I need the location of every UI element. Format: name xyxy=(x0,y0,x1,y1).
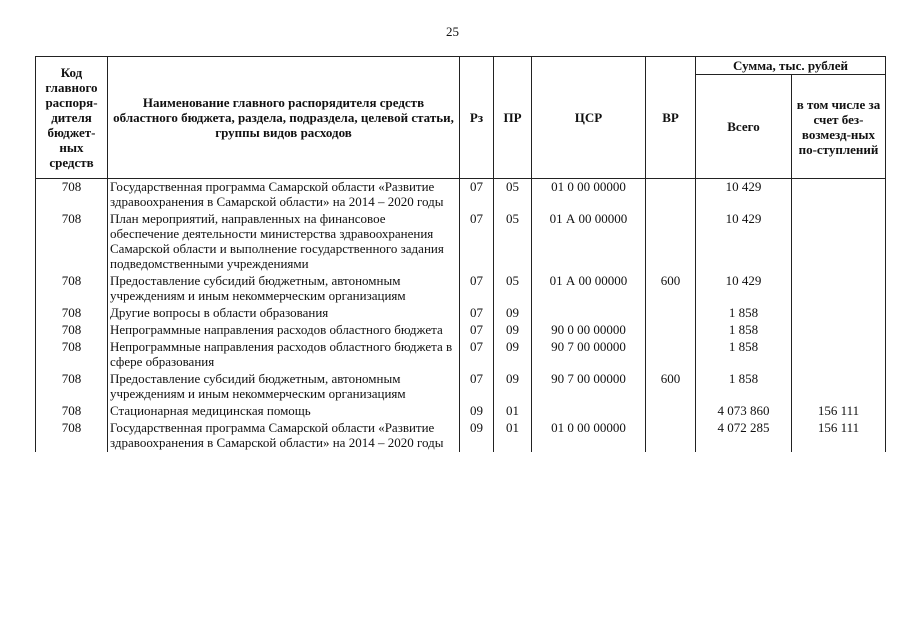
cell-code: 708 xyxy=(36,339,108,371)
header-code: Код главного распоря-дителя бюджет-ных средств xyxy=(36,57,108,179)
cell-csr: 01 0 00 00000 xyxy=(532,420,646,452)
table-row xyxy=(36,420,886,452)
cell-csr: 01 А 00 00000 xyxy=(532,211,646,273)
cell-total: 1 858 xyxy=(696,322,792,339)
cell-vr xyxy=(646,305,696,322)
cell-name: Непрограммные направления расходов областного бюджета xyxy=(108,322,460,339)
cell-total: 10 429 xyxy=(696,211,792,273)
cell-name: План мероприятий, направленных на финансовое обеспечение деятельности министерства здравоохранения Самарской области и выполнение государственного задания подведомственными учреждениями xyxy=(108,211,460,273)
cell-vr xyxy=(646,403,696,420)
cell-pr: 01 xyxy=(494,403,532,420)
cell-grants xyxy=(792,273,886,305)
header-sum-group: Сумма, тыс. рублей xyxy=(696,57,886,75)
header-grants: в том числе за счет без-возмезд-ных по-ступлений xyxy=(792,75,886,179)
cell-pr: 05 xyxy=(494,273,532,305)
cell-pr: 09 xyxy=(494,339,532,371)
cell-pr: 09 xyxy=(494,371,532,403)
cell-name: Непрограммные направления расходов областного бюджета в сфере образования xyxy=(108,339,460,371)
cell-csr xyxy=(532,403,646,420)
table-row xyxy=(36,371,886,403)
cell-rz: 07 xyxy=(460,371,494,403)
cell-total: 1 858 xyxy=(696,371,792,403)
cell-pr: 09 xyxy=(494,305,532,322)
table-row xyxy=(36,179,886,212)
cell-csr: 90 0 00 00000 xyxy=(532,322,646,339)
cell-grants: 156 111 xyxy=(792,420,886,452)
cell-rz: 07 xyxy=(460,339,494,371)
header-name: Наименование главного распорядителя средств областного бюджета, раздела, подраздела, целевой статьи, группы видов расходов xyxy=(108,57,460,179)
table-row xyxy=(36,211,886,273)
cell-rz: 07 xyxy=(460,305,494,322)
cell-vr: 600 xyxy=(646,371,696,403)
cell-code: 708 xyxy=(36,403,108,420)
cell-csr: 90 7 00 00000 xyxy=(532,339,646,371)
budget-table xyxy=(35,56,886,452)
cell-rz: 07 xyxy=(460,211,494,273)
cell-code: 708 xyxy=(36,420,108,452)
cell-vr xyxy=(646,322,696,339)
cell-csr: 01 А 00 00000 xyxy=(532,273,646,305)
table-row xyxy=(36,305,886,322)
cell-pr: 05 xyxy=(494,211,532,273)
cell-code: 708 xyxy=(36,322,108,339)
cell-csr: 90 7 00 00000 xyxy=(532,371,646,403)
cell-total: 4 072 285 xyxy=(696,420,792,452)
cell-name: Государственная программа Самарской области «Развитие здравоохранения в Самарской области» на 2014 – 2020 годы xyxy=(108,420,460,452)
table-body xyxy=(36,179,886,453)
cell-rz: 07 xyxy=(460,179,494,212)
header-vr: ВР xyxy=(646,57,696,179)
cell-pr: 05 xyxy=(494,179,532,212)
cell-total: 1 858 xyxy=(696,339,792,371)
cell-grants xyxy=(792,305,886,322)
cell-rz: 09 xyxy=(460,403,494,420)
cell-code: 708 xyxy=(36,371,108,403)
table-row xyxy=(36,322,886,339)
cell-vr: 600 xyxy=(646,273,696,305)
page-number: 25 xyxy=(446,24,459,39)
cell-vr xyxy=(646,179,696,212)
cell-grants xyxy=(792,211,886,273)
cell-vr xyxy=(646,420,696,452)
cell-grants xyxy=(792,339,886,371)
cell-grants xyxy=(792,322,886,339)
cell-vr xyxy=(646,211,696,273)
cell-name: Предоставление субсидий бюджетным, автономным учреждениям и иным некоммерческим организациям xyxy=(108,273,460,305)
header-total: Всего xyxy=(696,75,792,179)
cell-total: 10 429 xyxy=(696,179,792,212)
cell-rz: 09 xyxy=(460,420,494,452)
cell-name: Стационарная медицинская помощь xyxy=(108,403,460,420)
table-row xyxy=(36,273,886,305)
cell-rz: 07 xyxy=(460,273,494,305)
header-pr: ПР xyxy=(494,57,532,179)
cell-vr xyxy=(646,339,696,371)
cell-name: Предоставление субсидий бюджетным, автономным учреждениям и иным некоммерческим организациям xyxy=(108,371,460,403)
cell-code: 708 xyxy=(36,273,108,305)
cell-grants xyxy=(792,179,886,212)
cell-csr xyxy=(532,305,646,322)
table-header xyxy=(36,57,886,179)
cell-total: 4 073 860 xyxy=(696,403,792,420)
cell-code: 708 xyxy=(36,305,108,322)
cell-csr: 01 0 00 00000 xyxy=(532,179,646,212)
cell-code: 708 xyxy=(36,179,108,212)
header-rz: Рз xyxy=(460,57,494,179)
cell-total: 10 429 xyxy=(696,273,792,305)
table-row xyxy=(36,403,886,420)
cell-name: Другие вопросы в области образования xyxy=(108,305,460,322)
table-row xyxy=(36,339,886,371)
header-csr: ЦСР xyxy=(532,57,646,179)
cell-pr: 01 xyxy=(494,420,532,452)
cell-name: Государственная программа Самарской области «Развитие здравоохранения в Самарской области» на 2014 – 2020 годы xyxy=(108,179,460,212)
cell-grants: 156 111 xyxy=(792,403,886,420)
cell-grants xyxy=(792,371,886,403)
cell-total: 1 858 xyxy=(696,305,792,322)
cell-rz: 07 xyxy=(460,322,494,339)
cell-pr: 09 xyxy=(494,322,532,339)
cell-code: 708 xyxy=(36,211,108,273)
